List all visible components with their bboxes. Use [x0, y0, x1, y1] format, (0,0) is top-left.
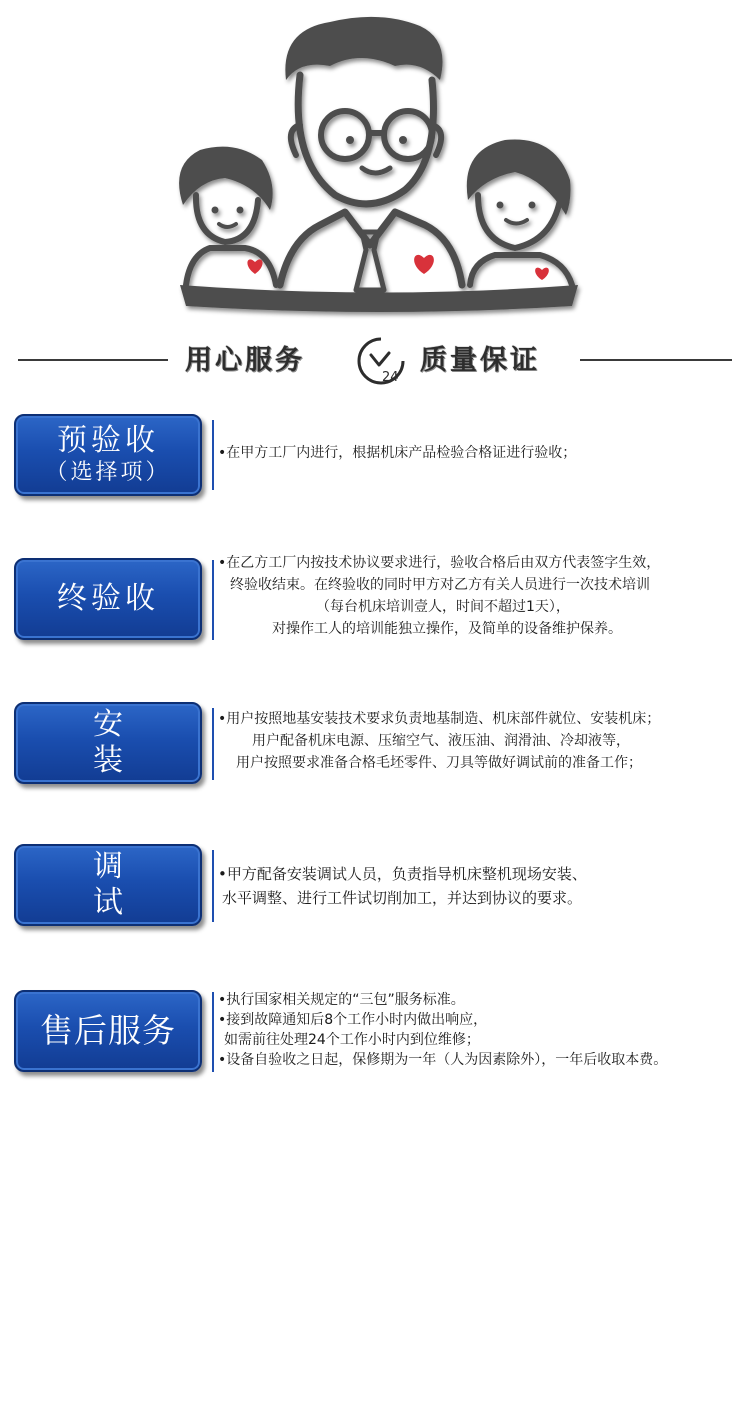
badge-title: 预验收 [57, 423, 159, 458]
description-line: •执行国家相关规定的“三包”服务标准。 [218, 992, 465, 1008]
section-description [218, 442, 576, 464]
section-description [218, 552, 660, 640]
clock-24-icon [355, 335, 407, 387]
description-line: •用户按照地基安装技术要求负责地基制造、机床部件就位、安装机床； [218, 711, 661, 727]
badge-title: 安装 [93, 707, 171, 778]
badge-final-acceptance [14, 558, 202, 640]
family-cartoon-icon [0, 0, 750, 330]
section-divider [212, 850, 214, 922]
slogan-right-text: 质量保证 [420, 345, 540, 376]
section-final-acceptance [0, 552, 750, 662]
badge-title: 售后服务 [40, 1011, 176, 1050]
description-line: 用户配备机床电源、压缩空气、液压油、润滑油、冷却液等， [252, 733, 630, 749]
clock-number: 24 [382, 370, 399, 385]
section-description [218, 708, 660, 774]
badge-pre-acceptance [14, 414, 202, 496]
description-line: 对操作工人的培训能独立操作，及简单的设备维护保养。 [272, 621, 622, 637]
section-installation [0, 702, 750, 792]
badge-title: 调试 [93, 849, 171, 920]
description-line: （每台机床培训壹人，时间不超过1天）， [316, 599, 570, 615]
description-line: •接到故障通知后8个工作小时内做出响应， [218, 1012, 488, 1028]
section-commissioning [0, 844, 750, 934]
section-divider [212, 420, 214, 490]
slogan-left-text: 用心服务 [185, 345, 305, 376]
section-divider [212, 560, 214, 640]
badge-commissioning [14, 844, 202, 926]
description-line: 用户按照要求准备合格毛坯零件、刀具等做好调试前的准备工作； [236, 755, 642, 771]
badge-installation [14, 702, 202, 784]
description-line: 水平调整、进行工件试切削加工，并达到协议的要求。 [222, 889, 583, 907]
description-line: •甲方配备安装调试人员，负责指导机床整机现场安装、 [218, 865, 587, 883]
section-description [218, 862, 587, 910]
section-divider [212, 708, 214, 780]
section-description [218, 990, 667, 1070]
badge-subtitle: （选择项） [45, 460, 171, 485]
badge-title: 终验收 [57, 581, 159, 616]
badge-after-sales [14, 990, 202, 1072]
section-divider [212, 992, 214, 1072]
description-line: 如需前往处理24个工作小时内到位维修； [224, 1032, 480, 1048]
section-pre-acceptance [0, 412, 750, 502]
section-after-sales [0, 986, 750, 1086]
description-line: •在乙方工厂内按技术协议要求进行，验收合格后由双方代表签字生效， [218, 555, 661, 571]
slogan-divider-right [580, 359, 732, 361]
description-line: 终验收结束。在终验收的同时甲方对乙方有关人员进行一次技术培训 [230, 577, 650, 593]
description-line: •在甲方工厂内进行，根据机床产品检验合格证进行验收； [218, 445, 577, 461]
description-line: •设备自验收之日起，保修期为一年（人为因素除外），一年后收取本费。 [218, 1052, 668, 1068]
slogan-row [0, 330, 750, 390]
slogan-divider-left [18, 359, 168, 361]
